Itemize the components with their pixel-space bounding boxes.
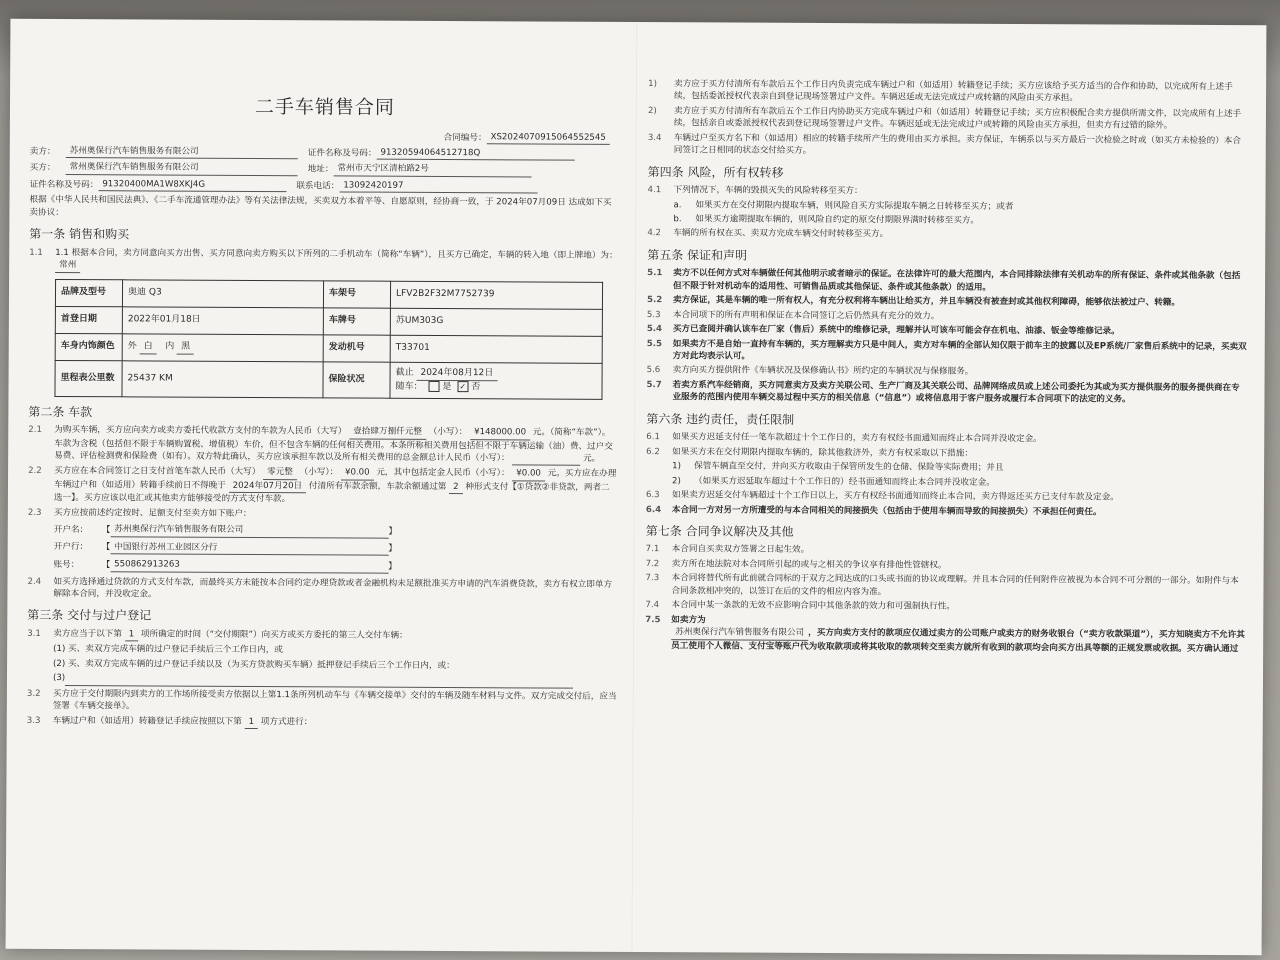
vehicle-vin: LFV2B2F32M7752739	[390, 281, 602, 309]
clause-2-4: 2.4 如买方选择通过贷款的方式支付车款，而最终买方未能按本合同约定办理贷款或者金融机构未足额批准买方申请的汽车消费贷款，卖方有权立即单方解除本合同，并没收定金。	[27, 576, 613, 600]
article-4-title: 第四条 风险，所有权转移	[647, 164, 784, 180]
first-registration: 2022年01月18日	[122, 306, 323, 334]
seller-name: 苏州奥保行汽车销售服务有限公司	[66, 145, 298, 160]
buyer-label: 买方：	[29, 163, 56, 174]
buyer-name: 常州奥保行汽车销售服务有限公司	[66, 161, 298, 176]
clause-3-3-1: 1) 卖方应于买方付清所有车款后五个工作日内负责完成车辆过户和（如适用）转籍登记手续；买方应该给予买方适当的合作和协助，以完成所有上述手续，包括委派授权代表亲自到登记现场签署过户文件。车辆迟延或无法完成过户或转籍的风险由买方承担。	[648, 79, 1233, 104]
clause-3-2: 3.2 买方应于交付期限内到卖方的工作场所接受卖方依据以上第1.1条所列机动车与《车辆交接单》交付的车辆及随车材料与文件。双方完成交付后，应当签署《车辆交接单》。	[26, 688, 617, 712]
clause-3-3: 3.3 车辆过户和（如适用）转籍登记手续应按照以下第 1 项方式进行：	[27, 714, 617, 731]
clause-5-2: 5.2 卖方保证，其是车辆的唯一所有权人，有充分权利将车辆出让给买方，并且车辆没有被查封或其他权利障碍，能够依法被过户、转籍。	[646, 295, 1181, 309]
seller-row	[30, 145, 620, 162]
preamble: 根据《中华人民共和国民法典》、《二手车流通管理办法》等有关法律法规，买卖双方本着平等、自愿原则，经协商一致，于 2024年07月09日 达成如下买卖协议：	[29, 195, 612, 218]
article-2-title: 第二条 车款	[28, 404, 93, 419]
seller-id: 91320594064512718Q	[376, 147, 574, 161]
vehicle-colors: 外 白 内 黑	[122, 333, 323, 361]
clause-4-2: 4.2 车辆的所有权在买、卖双方完成车辆交付时转移至买方。	[647, 228, 889, 240]
price-uppercase: 壹拾肆万捌仟元整	[349, 426, 426, 440]
clause-7-3: 7.3 本合同将替代所有此前就合同标的于双方之间达成的口头或书面的协议或理解。并且本合同的任何附件应被视为本合同不可分割的一部分。如附件与本合同条款相冲突的，以签订在后的文件的相应内容为准。	[645, 573, 1239, 598]
bank-row: 开户行： 【 中国银行苏州工业园区分行 】	[53, 541, 397, 554]
buyer-row	[30, 161, 620, 178]
contract-number-row	[30, 128, 610, 144]
checkbox-no[interactable]: ✓	[457, 381, 468, 392]
clause-2-1: 2.1 为购买车辆，买方应向卖方或卖方委托代收款方支付的车款为人民币（大写） 壹拾肆万捌仟元整 （小写）： ¥148000.00 元。（简称“车款”）。车款为含税（包括但不限于车辆购置税、增值税）车价，但不包含车辆的任何相关费用。本条所称相关费用包括但不限于车辆运输（油）费、过户交易费、评估检测费和保险费（如有）。双方特此确认，买方应该承担车款以及所有相关费用的总金额总计人民币（小写）： 元。	[28, 424, 618, 466]
contract-title: 二手车销售合同	[254, 95, 396, 119]
payment-deadline: 2024年07月20日	[229, 480, 307, 494]
right-page	[645, 76, 1248, 657]
clause-3-4: 3.4 车辆过户至买方名下和（如适用）相应的转籍手续所产生的费用由买方承担。卖方保证，车辆系以与买方最后一次检验之时或（如买方未检验的）本合同签订之日相同的状态交付给买方。	[647, 132, 1242, 157]
clause-5-5: 5.5 如果卖方不是自始一直持有车辆的，买方理解卖方只是中间人，卖方对车辆的全部认知仅限于前车主的披露以及EP系统/厂家售后系统中的记录，买卖双方对此均表示认可。	[646, 338, 1247, 362]
buyer-id-row	[30, 178, 620, 195]
clause-7-5: 7.5 如卖方为 苏州奥保行汽车销售服务有限公司 ，买方向卖方支付的款项应仅通过卖方的公司账户或卖方的财务收银台（“卖方收款渠道”），买方知晓卖方不允许其员工使用个人微信、支付宝等账户代为收取款项或将其收取的款项转交至卖方就所有收到的款项均会向买方出具等额的正规发票或收据。买方确认通过	[645, 614, 1245, 654]
clause-1-1: 1.1 1.1 根据本合同，卖方同意向买方出售、买方同意向卖方购买以下所列的二手机动车（简称“车辆”），且买方已确定，车辆的转入地（即上牌地）为： 常州	[29, 246, 619, 275]
phone: 13092420197	[339, 179, 537, 193]
clause-4-1: 4.1 下列情况下，车辆的毁损灭失的风险转移至买方：	[647, 185, 863, 197]
address-label: 地址：	[307, 164, 334, 175]
price-amount: ¥148000.00	[470, 426, 530, 440]
clause-3-1: 3.1 卖方应当于以下第 1 项所确定的时间（“交付期限”）向买方或买方委托的第三人交付车辆：	[27, 628, 408, 641]
clause-3-1-item-3: (3)	[53, 672, 617, 688]
seller-company-underline: 苏州奥保行汽车销售服务有限公司	[671, 626, 808, 640]
seller-label: 卖方：	[29, 146, 56, 157]
clause-2-3: 2.3 买方应按前述约定按时、足额支付至卖方如下账户：	[27, 507, 252, 519]
plate-number: 苏UM303G	[390, 308, 602, 336]
article-7-title: 第七条 合同争议解决及其他	[645, 524, 794, 539]
clause-4-1-b: b. 如果买方逾期提取车辆的，则风险自约定的原交付期限界满时转移至买方。	[673, 214, 980, 226]
bank-name: 中国银行苏州工业园区分行	[110, 541, 388, 556]
mileage: 25437 KM	[122, 360, 323, 397]
vehicle-table: 品牌及型号 奥迪 Q3 车架号 LFV2B2F32M7752739 首登日期 2022年01月18日 车牌号 苏UM303G 车身内饰颜色 外 白 内 黑 发动机号 T33701 里程表公里数 25437 KM 保险状况 截止 2024年08月12日 随车： 是 ✓ 否	[54, 279, 603, 400]
contract-no-label: 合同编号：	[443, 132, 487, 143]
account-row: 账号： 【 550862913263 】	[53, 559, 397, 572]
account-number: 550862913263	[110, 558, 388, 573]
engine-number: T33701	[390, 335, 602, 363]
insurance-status: 截止 2024年08月12日 随车： 是 ✓ 否	[390, 362, 602, 399]
buyer-id-label: 证件名称及号码：	[29, 179, 99, 191]
article-6-title: 第六条 违约责任，责任限制	[646, 411, 795, 427]
clause-2-2: 2.2 买方应在本合同签订之日支付首笔车款人民币（大写） 零元整 （小写）： ¥0.00 元，其中包括定金人民币（小写）： ¥0.00 元。买方应在办理车辆过户和（如适用）转籍手续前日不得晚于 2024年07月20日 付清所有车款余额，车款余额通过第 2 种形式支付【①贷款②非贷款，两者二选一】。买方应该以电汇或其他卖方能够接受的方式支付车款。	[28, 466, 617, 505]
left-page	[27, 19, 621, 733]
clause-5-1: 5.1 卖方不以任何方式对车辆做任何其他明示或者暗示的保证。在法律许可的最大范围内，本合同排除法律有关机动车的所有保证、条件或其他条款（包括但不限于针对机动车的适用性、可销售品质或其他保证、条件或其他条款）的适用。	[647, 268, 1241, 293]
clause-6-3: 6.3 如果卖方迟延交付车辆超过十个工作日以上，买方有权经书面通知而终止本合同，卖方得返还买方已支付车款及定金。	[645, 490, 1119, 503]
article-5-title: 第五条 保证和声明	[647, 247, 748, 263]
buyer-address: 常州市天宁区清柏路2号	[333, 163, 531, 177]
clause-5-3: 5.3 本合同项下的所有声明和保证在本合同签订之后仍然具有充分的效力。	[646, 309, 940, 322]
payee-row: 开户名： 【 苏州奥保行汽车销售服务有限公司 】	[53, 524, 398, 537]
clause-7-4: 7.4 本合同中某一条款的无效不应影响合同中其他条款的效力和可强制执行性。	[645, 600, 956, 612]
clause-4-1-a: a. 如果买方在交付期限内提取车辆，则风险自买方实际提取车辆之日转移至买方；或者	[673, 199, 1014, 212]
clause-6-2-2: 2) （如果买方迟延取车超过十个工作日的）经书面通知而终止本合同并没收定金。	[672, 475, 995, 488]
phone-label: 联系电话：	[296, 181, 340, 192]
clause-3-1-item-2: (2) 买、卖双方完成车辆的过户登记手续以及（为买方贷款购买车辆）抵押登记手续后三个工作日内，或：	[53, 658, 455, 671]
clause-7-2: 7.2 卖方所在地法院对本合同所引起的或与之相关的争议享有排他性管辖权。	[645, 558, 947, 571]
transfer-city: 常州	[55, 259, 80, 273]
vehicle-brand: 奥迪 Q3	[122, 279, 323, 307]
clause-6-4: 6.4 本合同一方对另一方所遭受的与本合同相关的间接损失（包括由于使用车辆而导致的间接损失）不承担任何责任。	[645, 504, 1102, 517]
contract-no: XS2024070915064552545	[487, 131, 610, 145]
clause-7-1: 7.1 本合同自买卖双方签署之日起生效。	[645, 544, 810, 556]
page-fold	[632, 22, 639, 952]
seller-id-label: 证件名称及号码：	[307, 148, 377, 159]
payee-name: 苏州奥保行汽车销售服务有限公司	[110, 523, 388, 538]
clause-6-2: 6.2 如果买方未在交付期限内提取车辆的，除其他救济外，卖方有权采取以下措施：	[646, 446, 974, 459]
article-3-title: 第三条 交付与过户登记	[27, 608, 152, 623]
buyer-id: 91320400MA1W8XKJ4G	[98, 178, 286, 192]
clause-6-1: 6.1 如果买方迟延支付任一笔车款超过十个工作日的，卖方有权经书面通知而终止本合同并没收定金。	[646, 432, 1042, 445]
clause-5-6: 5.6 卖方向买方提供附件《车辆状况及保修确认书》所约定的车辆状况与保修服务。	[646, 365, 974, 378]
clause-3-3-2: 2) 卖方应于买方付清所有车款后五个工作日内协助买方完成车辆过户和（如适用）转籍登记手续；买方应积极配合卖方提供所需文件，以完成所有上述手续，包括亲自或委派授权代表到登记现场签署过户文件。车辆迟延或无法完成过户或转籍的风险由买方承担，但卖方有过错的除外。	[647, 105, 1242, 132]
checkbox-yes[interactable]	[428, 381, 439, 392]
contract-sheet	[6, 19, 1267, 956]
clause-5-4: 5.4 买方已查阅并确认该车在厂家（售后）系统中的维修记录，理解并认可该车可能会存在机电、油漆、钣金等维修记录。	[646, 324, 1120, 337]
clause-6-2-1: 1) 保管车辆直至交付，并向买方收取由于保管所发生的仓储、保险等实际费用；并且	[672, 461, 1004, 474]
article-1-title: 第一条 销售和购买	[29, 227, 130, 242]
clause-5-7: 5.7 若卖方系汽车经销商，买方同意卖方及卖方关联公司、生产厂商及其关联公司、品牌网络成员或上述公司委托为其或为买方提供服务的服务提供商在专业服务的范围内使用车辆交易过程中买方的相关信息（“信息”）或将信息用于客户服务或履行本合同项下的法定的义务。	[646, 379, 1240, 405]
clause-3-1-item-1: (1) 买、卖双方完成车辆的过户登记手续后三个工作日内，或	[53, 644, 283, 656]
